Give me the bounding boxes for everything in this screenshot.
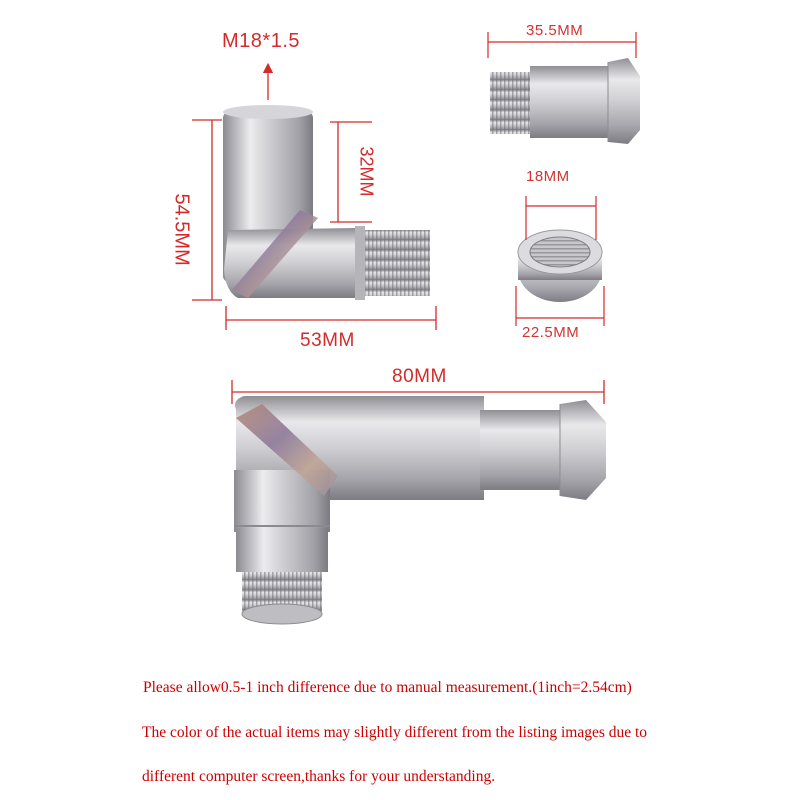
note-screen: different computer screen,thanks for your understanding. xyxy=(142,768,496,785)
assembly-length-label: 80MM xyxy=(392,366,447,387)
elbow-width-label: 53MM xyxy=(300,330,355,351)
elbow-fitting xyxy=(223,105,430,300)
spacer-length-label: 35.5MM xyxy=(526,22,584,39)
spacer-fitting xyxy=(490,58,640,144)
note-color: The color of the actual items may slightly different from the listing images due to xyxy=(142,724,648,741)
elbow-height-label: 54.5MM xyxy=(170,193,193,266)
assembly xyxy=(234,396,606,624)
thread-spec-label: M18*1.5 xyxy=(222,30,300,52)
nut xyxy=(518,230,602,302)
elbow-arm-label: 32MM xyxy=(356,146,377,197)
nut-outer-label: 22.5MM xyxy=(522,324,580,341)
note-measurement: Please allow0.5-1 inch difference due to manual measurement.(1inch=2.54cm) xyxy=(143,679,632,696)
nut-inner-label: 18MM xyxy=(526,168,570,185)
